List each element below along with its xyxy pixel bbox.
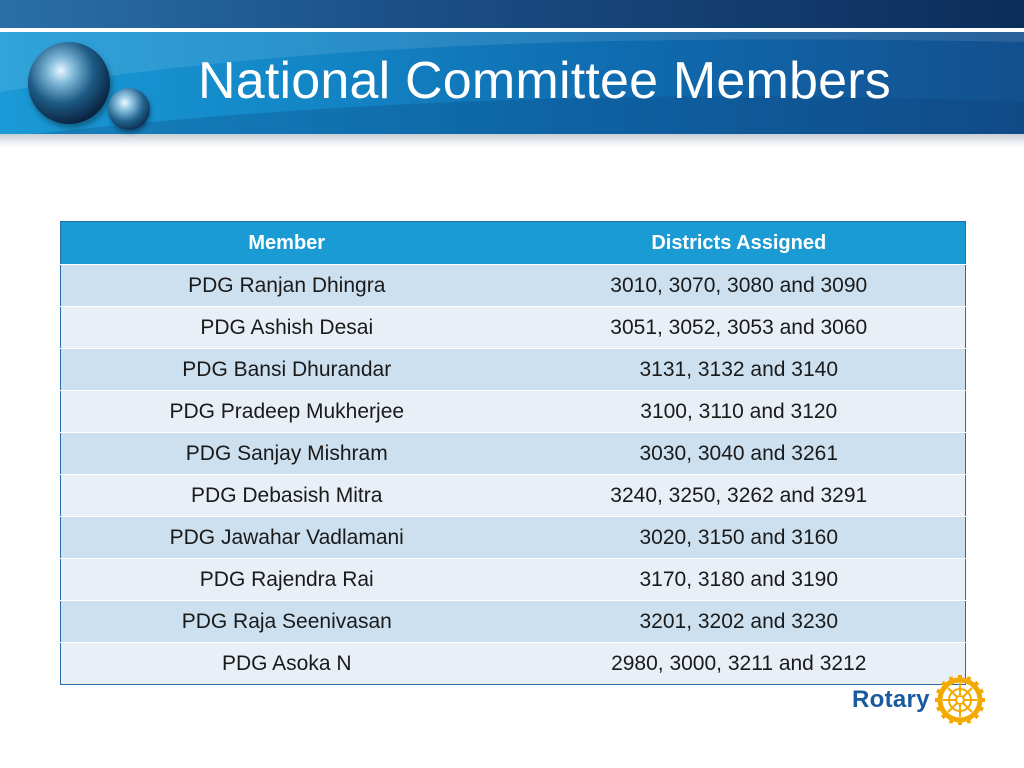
table-row [61, 391, 966, 433]
districts-cell: 3100, 3110 and 3120 [513, 391, 966, 433]
districts-cell: 3170, 3180 and 3190 [513, 559, 966, 601]
member-cell: PDG Sanjay Mishram [61, 433, 513, 475]
small-orb-icon [108, 88, 150, 130]
member-cell: PDG Ashish Desai [61, 307, 513, 349]
globe-orb-icon [28, 42, 110, 124]
members-table-container [60, 221, 965, 685]
member-cell: PDG Ranjan Dhingra [61, 265, 513, 307]
table-row [61, 265, 966, 307]
member-cell: PDG Pradeep Mukherjee [61, 391, 513, 433]
member-cell: PDG Rajendra Rai [61, 559, 513, 601]
member-cell: PDG Debasish Mitra [61, 475, 513, 517]
member-cell: PDG Raja Seenivasan [61, 601, 513, 643]
rotary-logo [852, 674, 986, 726]
districts-cell: 3010, 3070, 3080 and 3090 [513, 265, 966, 307]
districts-cell: 3051, 3052, 3053 and 3060 [513, 307, 966, 349]
districts-cell: 3030, 3040 and 3261 [513, 433, 966, 475]
member-cell: PDG Asoka N [61, 643, 513, 685]
districts-cell: 3131, 3132 and 3140 [513, 349, 966, 391]
table-header-row [61, 222, 966, 265]
rotary-wordmark: Rotary [852, 686, 930, 713]
table-row [61, 307, 966, 349]
districts-cell: 2980, 3000, 3211 and 3212 [513, 643, 966, 685]
table-row [61, 433, 966, 475]
table-row [61, 643, 966, 685]
header-shadow [0, 134, 1024, 148]
member-cell: PDG Jawahar Vadlamani [61, 517, 513, 559]
districts-cell: 3240, 3250, 3262 and 3291 [513, 475, 966, 517]
table-row [61, 601, 966, 643]
header-top-strip [0, 0, 1024, 28]
table-row [61, 349, 966, 391]
districts-cell: 3020, 3150 and 3160 [513, 517, 966, 559]
districts-cell: 3201, 3202 and 3230 [513, 601, 966, 643]
rotary-wheel-icon [934, 674, 986, 726]
table-row [61, 517, 966, 559]
table-row [61, 559, 966, 601]
column-header-member: Member [61, 222, 513, 265]
member-cell: PDG Bansi Dhurandar [61, 349, 513, 391]
column-header-districts: Districts Assigned [513, 222, 966, 265]
slide-title: National Committee Members [198, 52, 891, 110]
members-table [60, 221, 966, 685]
table-row [61, 475, 966, 517]
